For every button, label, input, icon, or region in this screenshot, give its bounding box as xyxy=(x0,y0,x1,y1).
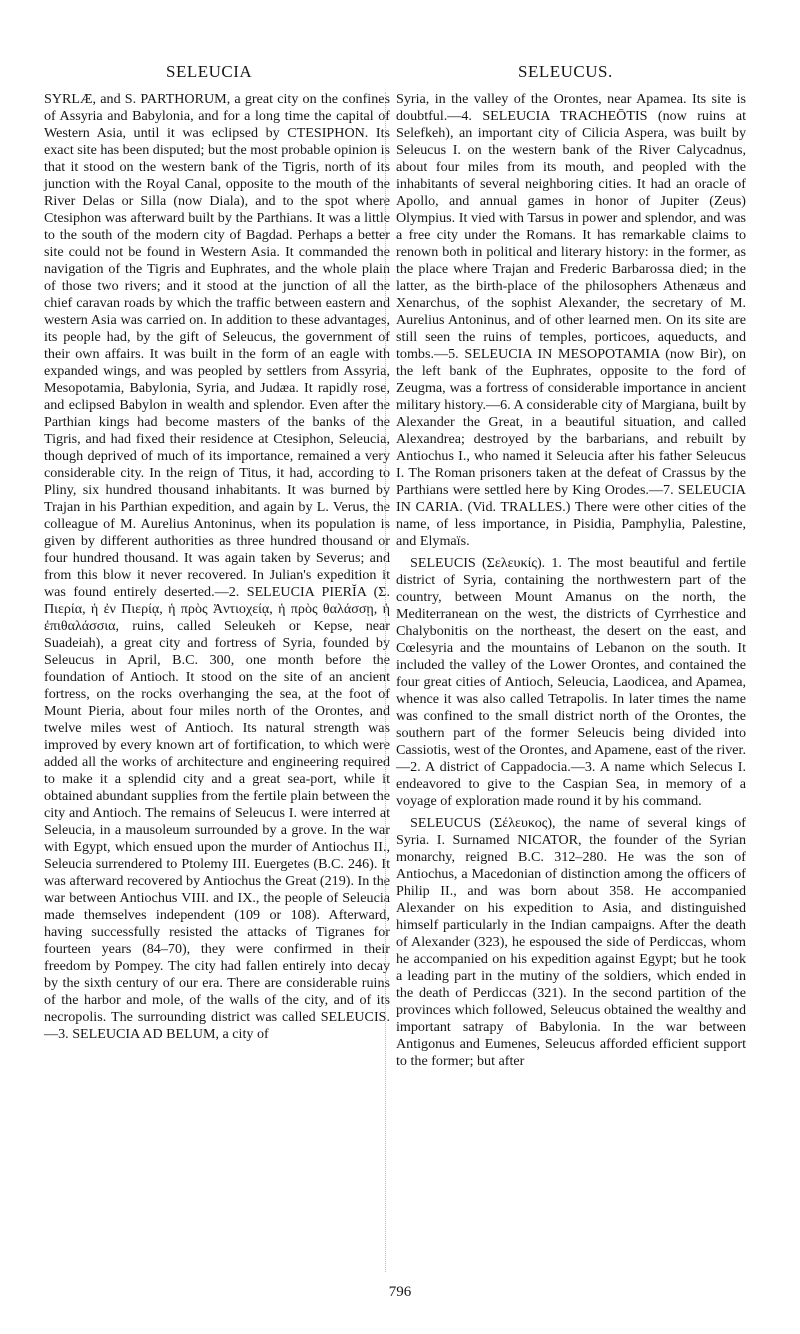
entry-seleucia-continued-2: Syria, in the valley of the Orontes, near Apamea. Its site is doubtful.—4. SELEUCIA TRACHEŌTIS (now ruins at Selefkeh), an important city of Cilicia Aspera, was built by Seleucus I. on the western bank of the River Calycadnus, about four miles from its mouth, and peopled with the inhabitants of several neighboring cities. It had an oracle of Apollo, and annual games in honor of Jupiter (Zeus) Olympius. It vied with Tarsus in power and splendor, and was a free city under the Romans. It has remarkable claims to renown both in political and literary history: in the former, as the place where Trajan and Frederic Barbarossa died; in the latter, as the birth-place of the philosophers Athenæus and Xenarchus, of the sophist Alexander, the secretary of M. Aurelius Antoninus, and of other learned men. On its site are still seen the ruins of temples, porticoes, aqueducts, and tombs.—5. SELEUCIA IN MESOPOTAMIA (now Bir), on the left bank of the Euphrates, opposite to the ford of Zeugma, was a fortress of considerable importance in ancient military history.—6. A considerable city of Margiana, built by Alexander the Great, in a beautiful situation, and called Alexandrea; destroyed by the barbarians, and rebuilt by Antiochus I., who named it Seleucia after his father Seleucus I. The Roman prisoners taken at the defeat of Crassus by the Parthians were settled here by King Orodes.—7. SELEUCIA IN CARIA. (Vid. TRALLES.) There were other cities of the name, of less importance, in Pisidia, Pamphylia, Palestine, and Elymaïs. xyxy=(396,91,746,549)
entry-seleucus: SELEUCUS (Σέλευκος), the name of several kings of Syria. I. Surnamed NICATOR, the founder of the Syrian monarchy, reigned B.C. 312–280. He was the son of Antiochus, a Macedonian of distinction among the officers of Philip II., and was born about 358. He accompanied Alexander on his expedition to Asia, and distinguished himself particularly in the Indian campaigns. After the death of Alexander (323), he espoused the side of Perdiccas, whom he accompanied on his expedition against Egypt; but he took a leading part in the mutiny of the soldiers, which ended in the death of Perdiccas (321). In the second partition of the provinces which followed, Seleucus obtained the wealthy and important satrapy of Babylonia. In the war between Antigonus and Eumenes, Seleucus afforded efficient support to the former; but after xyxy=(396,815,746,1069)
running-header xyxy=(40,62,760,84)
header-left-title: SELEUCIA xyxy=(166,62,253,81)
header-right-title: SELEUCUS. xyxy=(518,62,613,81)
right-column xyxy=(396,91,746,1070)
column-divider xyxy=(385,92,386,1272)
entry-seleucis: SELEUCIS (Σελευκίς). 1. The most beautiful and fertile district of Syria, containing the northwestern part of the country, between Mount Amanus on the north, the Mediterranean on the west, the districts of Cyrrhestice and Chalybonitis on the northeast, the desert on the east, and Cœlesyria and the mountains of Lebanon on the south. It included the valley of the Lower Orontes, and contained the four great cities of Antioch, Seleucia, Laodicea, and Apamea, whence it was also called Tetrapolis. In later times the name was confined to the small district north of the Orontes, the southern part of the former Seleucis being divided into Cassiotis, west of the Orontes, and Apamene, east of the river.—2. A district of Cappadocia.—3. A name which Selecus I. endeavored to give to the Caspian Sea, in memory of a voyage of exploration made round it by his command. xyxy=(396,555,746,809)
entry-seleucia-continued: SYRLÆ, and S. PARTHORUM, a great city on the confines of Assyria and Babylonia, and for a long time the capital of Western Asia, until it was eclipsed by CTESIPHON. Its exact site has been disputed; but the most probable opinion is that it stood on the western bank of the Tigris, north of its junction with the Royal Canal, opposite to the mouth of the River Delas or Silla (now Diala), and to the spot where Ctesiphon was afterward built by the Parthians. It was a little to the south of the modern city of Bagdad. Perhaps a better site could not be found in Western Asia. It commanded the navigation of the Tigris and Euphrates, and the whole plain of those two rivers; and it stood at the junction of all the chief caravan roads by which the traffic between eastern and western Asia was carried on. In addition to these advantages, its people had, by the gift of Seleucus, the government of their own affairs. It was built in the form of an eagle with expanded wings, and was peopled by settlers from Assyria, Mesopotamia, Babylonia, Syria, and Judæa. It rapidly rose, and eclipsed Babylon in wealth and splendor. Even after the Parthian kings had become masters of the banks of the Tigris, and had fixed their residence at Ctesiphon, Seleucia, though deprived of much of its importance, remained a very considerable city. In the reign of Titus, it had, according to Pliny, six hundred thousand inhabitants. It was burned by Trajan in his Parthian expedition, and again by L. Verus, the colleague of M. Aurelius Antoninus, when its population is given by different authorities as three hundred thousand or four hundred thousand. It was again taken by Severus; and from this blow it never recovered. In Julian's expedition it was found entirely deserted.—2. SELEUCIA PIERĬA (Σ. Πιερία, ἡ ἐν Πιερίᾳ, ἡ πρὸς Ἀντιοχείᾳ, ἡ πρὸς θαλάσσῃ, ἡ ἐπιθαλάσσια, ruins, called Seleukeh or Kepse, near Suadeiah), a great city and fortress of Syria, founded by Seleucus in April, B.C. 300, one month before the foundation of Antioch. It stood on the site of an ancient fortress, on the rocks overhanging the sea, at the foot of Mount Pieria, about four miles north of the Orontes, and twelve miles west of Antioch. Its natural strength was improved by every known art of fortification, to which were added all the works of architecture and engineering required to make it a splendid city and a great sea-port, while it obtained abundant supplies from the fertile plain between the city and Antioch. The remains of Seleucus I. were interred at Seleucia, in a mausoleum surrounded by a grove. In the war with Egypt, which ensued upon the murder of Antiochus II., Seleucia surrendered to Ptolemy III. Euergetes (B.C. 246). It was afterward recovered by Antiochus the Great (219). In the war between Antiochus VIII. and IX., the people of Seleucia made themselves independent (109 or 108). Afterward, having successfully resisted the attacks of Tigranes for fourteen years (84–70), they were confirmed in their freedom by Pompey. The city had fallen entirely into decay by the sixth century of our era. There are considerable ruins of the harbor and mole, of the walls of the city, and of its necropolis. The surrounding district was called SELEUCIS.—3. SELEUCIA AD BELUM, a city of xyxy=(44,91,391,1042)
page-number: 796 xyxy=(388,1284,412,1300)
left-column xyxy=(44,91,390,1043)
